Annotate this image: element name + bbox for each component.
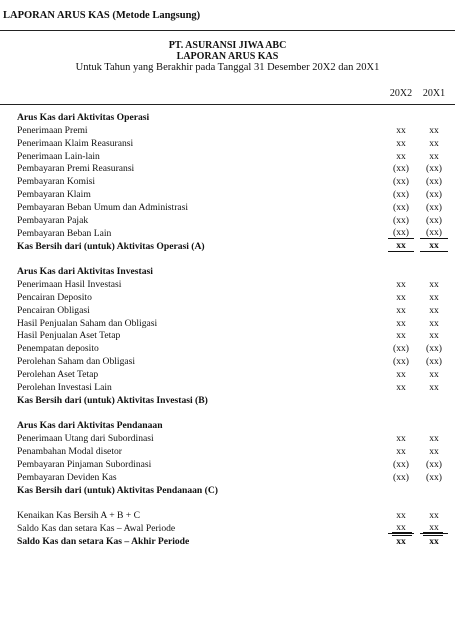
row-label: Kas Bersih dari (untuk) Aktivitas Operasi (A) — [17, 240, 205, 252]
table-row — [0, 265, 455, 278]
table-row — [0, 317, 455, 330]
row-label: Penerimaan Lain-lain — [17, 150, 100, 162]
value-20x1: xx — [429, 137, 439, 149]
table-row — [0, 124, 455, 137]
company-name: PT. ASURANSI JIWA ABC — [168, 40, 287, 51]
value-20x2: xx — [396, 433, 406, 445]
header-bottom-rule — [0, 104, 455, 105]
value-20x2: (xx) — [393, 343, 409, 355]
value-20x1: xx — [420, 522, 448, 534]
value-20x2: xx — [396, 137, 406, 149]
row-label: Perolehan Investasi Lain — [17, 381, 112, 393]
value-20x1: xx — [429, 446, 439, 458]
value-20x1: xx — [429, 317, 439, 329]
value-20x2: xx — [396, 124, 406, 136]
value-20x2: xx — [396, 279, 406, 291]
value-20x1: xx — [429, 330, 439, 342]
row-label: Penempatan deposito — [17, 343, 99, 355]
row-label: Pembayaran Pajak — [17, 214, 89, 226]
table-row — [0, 522, 455, 535]
row-label: Pembayaran Deviden Kas — [17, 471, 117, 483]
row-label: Saldo Kas dan setara Kas – Awal Periode — [17, 523, 176, 535]
table-row — [0, 329, 455, 342]
table-row — [0, 419, 455, 432]
table-row — [0, 227, 455, 240]
table-row — [0, 355, 455, 368]
value-20x1: xx — [429, 369, 439, 380]
row-label: Penerimaan Premi — [17, 124, 88, 136]
table-row — [0, 214, 455, 227]
value-20x2: xx — [396, 291, 406, 303]
table-row — [0, 304, 455, 317]
table-row — [0, 458, 455, 471]
header-top-rule — [0, 30, 455, 31]
value-20x2: xx — [396, 381, 406, 393]
table-row — [0, 291, 455, 304]
value-20x1: (xx) — [426, 458, 442, 470]
value-20x1: xx — [429, 381, 439, 393]
row-label: Hasil Penjualan Aset Tetap — [17, 330, 121, 342]
table-row — [0, 150, 455, 163]
value-20x2: xx — [396, 150, 406, 162]
table-row — [0, 342, 455, 355]
double-underline-20x2 — [392, 532, 412, 536]
row-label: Pembayaran Komisi — [17, 176, 96, 188]
row-label: Arus Kas dari Aktivitas Operasi — [17, 112, 150, 123]
report-name: LAPORAN ARUS KAS — [176, 51, 279, 62]
value-20x2: (xx) — [388, 227, 414, 239]
row-label: Pembayaran Pinjaman Subordinasi — [17, 458, 152, 470]
value-20x1: (xx) — [426, 356, 442, 368]
row-label: Kas Bersih dari (untuk) Aktivitas Pendanaan (C) — [17, 484, 218, 496]
table-row — [0, 471, 455, 484]
value-20x2: xx — [396, 304, 406, 316]
double-underline-20x1 — [423, 532, 443, 536]
value-20x1: (xx) — [426, 214, 442, 226]
column-header-20x2: 20X2 — [389, 88, 413, 99]
document-title: LAPORAN ARUS KAS (Metode Langsung) — [3, 10, 201, 21]
value-20x1: xx — [429, 150, 439, 162]
value-20x2: xx — [396, 446, 406, 458]
value-20x1: (xx) — [426, 343, 442, 355]
row-label: Penerimaan Klaim Reasuransi — [17, 137, 134, 149]
row-label: Pembayaran Beban Lain — [17, 227, 112, 239]
table-row — [0, 188, 455, 201]
value-20x1: xx — [429, 279, 439, 291]
value-20x1: (xx) — [420, 227, 448, 239]
value-20x2: xx — [396, 317, 406, 329]
table-row — [0, 201, 455, 214]
value-20x2: (xx) — [393, 356, 409, 368]
value-20x1: (xx) — [426, 176, 442, 188]
row-label: Penambahan Modal disetor — [17, 446, 122, 458]
table-row — [0, 432, 455, 445]
table-row — [0, 240, 455, 253]
value-20x2: xx — [396, 536, 406, 548]
value-20x2: (xx) — [393, 471, 409, 483]
row-label: Pembayaran Premi Reasuransi — [17, 163, 135, 175]
value-20x1: (xx) — [426, 189, 442, 201]
table-row — [0, 394, 455, 407]
row-label: Penerimaan Hasil Investasi — [17, 279, 122, 291]
row-label: Pembayaran Beban Umum dan Administrasi — [17, 201, 189, 213]
value-20x2: (xx) — [393, 201, 409, 213]
table-row — [0, 111, 455, 124]
row-label: Kas Bersih dari (untuk) Aktivitas Investasi (B) — [17, 394, 208, 406]
row-label: Arus Kas dari Aktivitas Pendanaan — [17, 420, 163, 432]
row-label: Penerimaan Utang dari Subordinasi — [17, 433, 154, 445]
value-20x1: (xx) — [426, 471, 442, 483]
value-20x2: xx — [388, 522, 414, 534]
table-row — [0, 381, 455, 394]
column-header-20x1: 20X1 — [422, 88, 446, 99]
row-label: Arus Kas dari Aktivitas Investasi — [17, 266, 153, 278]
row-label: Saldo Kas dan setara Kas – Akhir Periode — [17, 536, 190, 548]
table-row — [0, 175, 455, 188]
value-20x1: xx — [429, 536, 439, 548]
value-20x2: xx — [396, 510, 406, 522]
table-row — [0, 278, 455, 291]
value-20x1: xx — [429, 510, 439, 522]
table-row — [0, 162, 455, 175]
spacer-row — [0, 252, 455, 265]
table-row — [0, 445, 455, 458]
table-row — [0, 509, 455, 522]
report-period: Untuk Tahun yang Berakhir pada Tanggal 31 Desember 20X2 dan 20X1 — [75, 62, 380, 73]
value-20x2: xx — [396, 369, 406, 380]
value-20x1: xx — [429, 433, 439, 445]
table-row — [0, 484, 455, 497]
value-20x1: (xx) — [426, 163, 442, 175]
row-label: Perolehan Saham dan Obligasi — [17, 356, 136, 368]
row-label: Perolehan Aset Tetap — [17, 369, 99, 380]
value-20x1: xx — [429, 304, 439, 316]
spacer-row — [0, 497, 455, 510]
row-label: Pencairan Obligasi — [17, 304, 90, 316]
row-label: Hasil Penjualan Saham dan Obligasi — [17, 317, 158, 329]
value-20x2: (xx) — [393, 176, 409, 188]
value-20x2: (xx) — [393, 189, 409, 201]
value-20x2: xx — [388, 240, 414, 252]
value-20x1: xx — [429, 291, 439, 303]
value-20x1: (xx) — [426, 201, 442, 213]
value-20x2: (xx) — [393, 214, 409, 226]
value-20x1: xx — [429, 124, 439, 136]
row-label: Kenaikan Kas Bersih A + B + C — [17, 510, 141, 522]
table-row — [0, 368, 455, 381]
spacer-row — [0, 407, 455, 420]
value-20x2: xx — [396, 330, 406, 342]
table-row — [0, 535, 455, 548]
table-row — [0, 137, 455, 150]
row-label: Pembayaran Klaim — [17, 189, 91, 201]
row-label: Pencairan Deposito — [17, 291, 92, 303]
value-20x2: (xx) — [393, 458, 409, 470]
value-20x1: xx — [420, 240, 448, 252]
value-20x2: (xx) — [393, 163, 409, 175]
